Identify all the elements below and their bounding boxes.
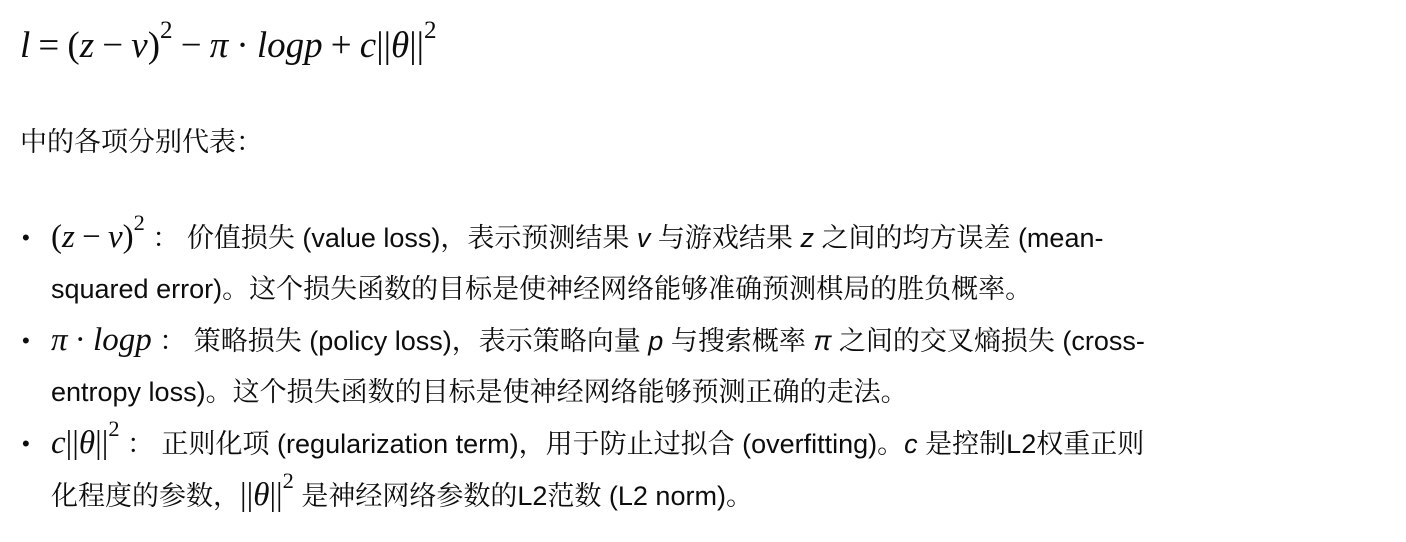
bullet: • xyxy=(22,431,30,456)
formula-minus-2: − xyxy=(180,25,202,66)
math-paren-open: ( xyxy=(51,219,62,255)
formula-eq: = xyxy=(38,25,60,66)
math-square: 2 xyxy=(282,468,294,494)
loss-formula xyxy=(20,18,437,74)
intro-text: 中的各项分别代表： xyxy=(20,127,263,157)
math-z: z xyxy=(62,219,75,255)
math-square: 2 xyxy=(108,416,120,442)
math-norm-close: || xyxy=(95,425,109,461)
list-item-value-loss xyxy=(20,212,1390,315)
formula-theta: θ xyxy=(391,25,410,66)
formula-v: v xyxy=(131,25,148,66)
bullet: • xyxy=(22,225,30,250)
math-v: v xyxy=(107,219,123,255)
formula-paren-open: ( xyxy=(67,25,80,66)
math-norm-open: || xyxy=(240,477,254,513)
regularization-line2-b: 是神经网络参数的L2范数 (L2 norm)。 xyxy=(293,481,753,511)
formula-z: z xyxy=(79,25,95,66)
formula-norm-close: || xyxy=(409,25,425,66)
math-pi: π xyxy=(51,322,68,358)
var-v: v xyxy=(636,223,651,253)
formula-cdot: · xyxy=(236,25,249,66)
formula-square-2: 2 xyxy=(424,17,437,45)
var-pi: π xyxy=(813,326,832,356)
math-logp: logp xyxy=(93,322,152,358)
value-loss-line2: squared error)。这个损失函数的目标是使神经网络能够准确预测棋局的胜负概率。 xyxy=(51,274,1033,304)
math-norm-open: || xyxy=(65,425,79,461)
regularization-math xyxy=(51,416,120,461)
value-loss-math xyxy=(51,210,145,255)
math-paren-close: ) xyxy=(122,219,134,255)
math-minus: − xyxy=(82,219,101,255)
formula-norm-open: || xyxy=(376,25,392,66)
formula-minus: − xyxy=(102,25,124,66)
regularization-text-a: ： 正则化项 (regularization term)，用于防止过拟合 (overfitting)。 xyxy=(127,429,905,459)
var-c: c xyxy=(904,429,918,459)
formula-pi: π xyxy=(209,25,229,66)
policy-loss-line2: entropy loss)。这个损失函数的目标是使神经网络能够预测正确的走法。 xyxy=(51,377,908,407)
var-z: z xyxy=(800,223,814,253)
formula-plus: + xyxy=(330,25,352,66)
policy-loss-text-a: ： 策略损失 (policy loss)，表示策略向量 xyxy=(159,326,649,356)
math-cdot: · xyxy=(74,322,86,358)
formula-l: l xyxy=(20,25,31,66)
formula-logp: logp xyxy=(256,25,323,66)
math-c: c xyxy=(51,425,66,461)
policy-loss-text-b: 与搜索概率 xyxy=(663,326,814,356)
math-norm-close: || xyxy=(269,477,283,513)
math-theta: θ xyxy=(78,425,96,461)
formula-c: c xyxy=(359,25,377,66)
list-item-regularization xyxy=(20,418,1390,522)
formula-paren-close: ) xyxy=(147,25,161,66)
regularization-line2-a: 化程度的参数， xyxy=(51,481,240,511)
policy-loss-text-c: 之间的交叉熵损失 (cross- xyxy=(831,326,1145,356)
math-square: 2 xyxy=(133,210,145,236)
list-item-policy-loss xyxy=(20,315,1390,418)
policy-loss-math xyxy=(51,322,152,358)
value-loss-text-b: 与游戏结果 xyxy=(650,223,801,253)
regularization-text-b: 是控制L2权重正则 xyxy=(917,429,1145,459)
regularization-math-2 xyxy=(240,468,294,513)
term-list xyxy=(20,212,1390,522)
math-theta: θ xyxy=(253,477,270,513)
value-loss-text-a: ： 价值损失 (value loss)，表示预测结果 xyxy=(152,223,637,253)
bullet: • xyxy=(22,328,30,353)
formula-square: 2 xyxy=(160,17,173,45)
var-p: p xyxy=(648,326,664,356)
value-loss-text-c: 之间的均方误差 (mean- xyxy=(813,223,1104,253)
